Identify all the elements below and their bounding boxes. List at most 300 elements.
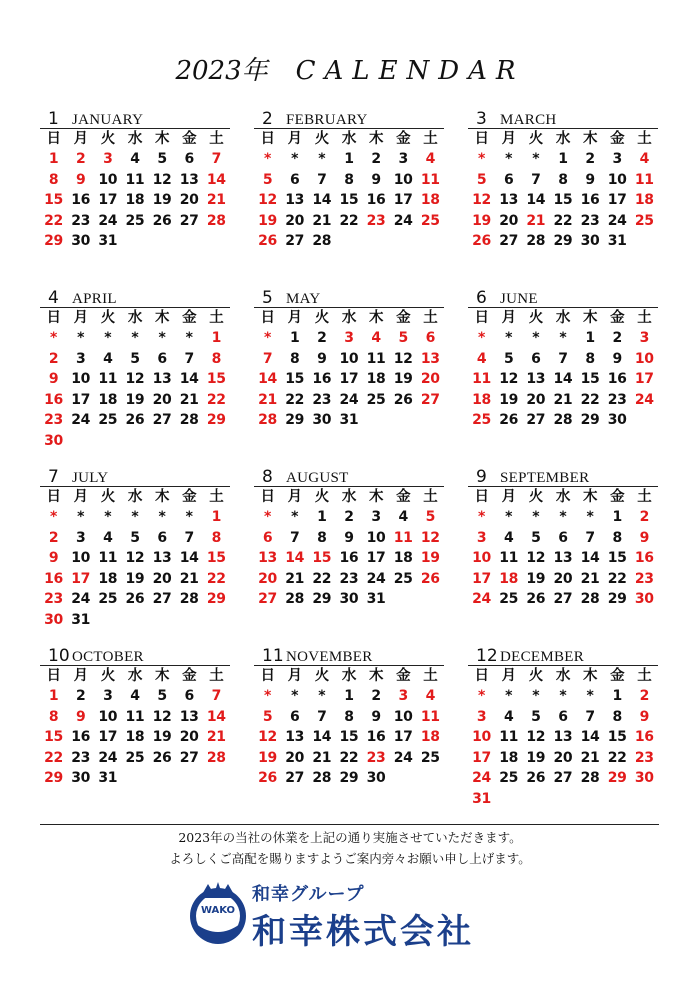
day-cell: 28	[526, 233, 546, 249]
month-number: 2	[262, 109, 273, 129]
day-cell: 7	[558, 350, 568, 367]
day-cell: 16	[312, 371, 332, 387]
day-cell: 21	[206, 729, 226, 745]
day-cell: 19	[499, 391, 519, 408]
day-cell: 21	[580, 749, 600, 766]
day-cell: 23	[634, 570, 654, 587]
day-cell: 21	[206, 192, 226, 208]
day-cell: 10	[98, 171, 118, 188]
month-name: MAY	[286, 291, 321, 307]
day-cell: 13	[152, 550, 172, 566]
day-cell: 11	[472, 371, 491, 387]
day-cell: 5	[503, 350, 514, 367]
day-cell: 27	[258, 591, 277, 607]
day-cell: 2	[371, 688, 381, 704]
day-grid	[468, 308, 658, 431]
day-cell: 18	[125, 192, 145, 208]
weekday-header: 木	[582, 668, 598, 684]
day-cell: 1	[344, 688, 354, 704]
day-cell: 24	[634, 391, 654, 408]
holiday-marker: *	[505, 330, 513, 346]
footer-line-2: よろしくご高配を賜りますようご案内旁々お願い申し上げます。	[169, 851, 531, 866]
day-cell: 9	[371, 171, 381, 188]
day-cell: 3	[398, 151, 408, 167]
day-grid	[40, 308, 230, 451]
month-name: JANUARY	[72, 112, 144, 128]
holiday-marker: *	[50, 330, 58, 346]
day-grid	[254, 129, 444, 252]
day-cell: 9	[48, 371, 59, 387]
day-cell: 8	[211, 350, 222, 367]
day-cell: 26	[393, 391, 413, 408]
day-cell: 17	[634, 371, 654, 387]
month-number: 11	[262, 646, 284, 666]
day-cell: 12	[125, 371, 145, 387]
day-cell: 23	[366, 212, 386, 229]
day-cell: 19	[258, 749, 277, 766]
weekday-header: 日	[46, 489, 61, 505]
day-cell: 3	[75, 529, 86, 546]
holiday-marker: *	[478, 509, 486, 525]
month-number: 7	[48, 467, 59, 487]
weekday-header: 木	[368, 489, 384, 505]
weekday-header: 日	[474, 310, 489, 326]
day-cell: 15	[553, 192, 573, 208]
day-cell: 27	[152, 591, 172, 607]
month-header	[40, 467, 230, 487]
weekday-header: 日	[46, 310, 61, 326]
weekday-header: 月	[73, 310, 88, 326]
day-cell: 14	[312, 192, 332, 208]
month-header	[40, 288, 230, 308]
day-cell: 8	[612, 708, 622, 725]
weekday-header: 金	[610, 131, 625, 147]
day-cell: 25	[366, 391, 386, 408]
month-number: 12	[476, 646, 498, 666]
day-cell: 15	[44, 192, 63, 208]
weekday-header: 木	[154, 668, 170, 684]
weekday-header: 木	[154, 310, 170, 326]
day-cell: 25	[393, 570, 413, 587]
day-cell: 21	[179, 570, 199, 587]
day-cell: 29	[607, 770, 627, 786]
day-cell: 26	[472, 233, 491, 249]
company-logo	[188, 880, 508, 952]
weekday-header: 木	[368, 668, 384, 684]
day-cell: 23	[339, 570, 359, 587]
weekday-header: 金	[182, 489, 197, 505]
day-cell: 2	[639, 509, 650, 525]
day-cell: 4	[503, 529, 514, 546]
day-cell: 12	[393, 350, 413, 367]
day-cell: 10	[607, 171, 627, 188]
month-name: SEPTEMBER	[500, 470, 590, 486]
day-cell: 2	[75, 688, 86, 704]
weekday-header: 金	[610, 668, 625, 684]
day-cell: 22	[206, 570, 226, 587]
day-cell: 18	[366, 371, 386, 387]
day-cell: 20	[152, 570, 172, 587]
day-cell: 26	[526, 591, 546, 607]
day-cell: 10	[472, 550, 491, 566]
weekday-header: 月	[73, 131, 88, 147]
weekday-header: 水	[127, 668, 143, 684]
day-cell: 9	[75, 171, 86, 188]
weekday-header: 木	[582, 131, 598, 147]
day-cell: 20	[420, 371, 440, 387]
holiday-marker: *	[158, 509, 166, 525]
day-cell: 14	[526, 192, 546, 208]
day-cell: 4	[103, 350, 113, 367]
weekday-header: 土	[423, 668, 438, 684]
weekday-header: 日	[46, 131, 61, 147]
day-cell: 8	[317, 529, 327, 546]
holiday-marker: *	[505, 688, 513, 704]
day-cell: 5	[157, 151, 167, 167]
day-cell: 18	[420, 192, 440, 208]
day-cell: 22	[44, 749, 63, 766]
weekday-header: 火	[314, 489, 329, 505]
day-grid	[40, 487, 230, 630]
day-cell: 4	[476, 350, 487, 367]
day-cell: 12	[499, 371, 519, 387]
day-cell: 26	[152, 212, 172, 229]
calendar-word: CALENDAR	[295, 56, 525, 86]
weekday-header: 火	[100, 489, 115, 505]
day-cell: 12	[526, 729, 546, 745]
day-cell: 7	[289, 529, 300, 546]
day-cell: 20	[258, 570, 277, 587]
day-cell: 6	[558, 529, 568, 546]
month-header	[254, 467, 444, 487]
day-cell: 29	[339, 770, 359, 786]
day-cell: 5	[398, 330, 408, 346]
day-cell: 23	[44, 412, 63, 428]
day-cell: 11	[634, 171, 654, 188]
day-cell: 30	[44, 611, 63, 628]
month-block	[254, 467, 444, 610]
weekday-header: 日	[260, 489, 275, 505]
day-cell: 24	[339, 391, 359, 408]
day-cell: 30	[634, 770, 654, 786]
day-cell: 29	[580, 412, 600, 428]
day-cell: 8	[48, 171, 59, 188]
weekday-header: 水	[555, 668, 571, 684]
weekday-header: 水	[555, 310, 571, 326]
holiday-marker: *	[478, 330, 486, 346]
day-cell: 17	[472, 749, 491, 766]
day-cell: 7	[262, 350, 273, 367]
weekday-header: 土	[637, 131, 652, 147]
day-cell: 14	[258, 371, 277, 387]
month-number: 9	[476, 467, 487, 487]
holiday-marker: *	[559, 688, 567, 704]
day-cell: 4	[398, 509, 408, 525]
day-cell: 21	[312, 212, 332, 229]
day-cell: 14	[179, 550, 199, 566]
day-cell: 11	[366, 350, 386, 367]
day-cell: 4	[103, 529, 113, 546]
day-cell: 11	[98, 550, 118, 566]
day-cell: 21	[526, 212, 546, 229]
weekday-header: 水	[341, 668, 357, 684]
day-cell: 16	[339, 550, 359, 566]
day-cell: 29	[607, 591, 627, 607]
day-cell: 4	[425, 151, 436, 167]
day-cell: 14	[312, 729, 332, 745]
holiday-marker: *	[532, 151, 540, 167]
weekday-header: 水	[127, 310, 143, 326]
day-cell: 18	[98, 391, 118, 408]
holiday-marker: *	[586, 688, 594, 704]
holiday-marker: *	[505, 509, 513, 525]
day-cell: 27	[420, 391, 440, 408]
weekday-header: 水	[341, 489, 357, 505]
day-cell: 17	[98, 729, 118, 745]
day-cell: 28	[285, 591, 305, 607]
day-cell: 28	[312, 770, 332, 786]
day-cell: 12	[258, 192, 277, 208]
weekday-header: 火	[314, 310, 329, 326]
day-cell: 11	[98, 371, 118, 387]
day-cell: 2	[344, 509, 354, 525]
day-cell: 17	[393, 192, 413, 208]
day-grid	[40, 129, 230, 252]
day-cell: 23	[71, 212, 91, 229]
weekday-header: 土	[209, 131, 224, 147]
day-cell: 10	[71, 371, 91, 387]
holiday-marker: *	[586, 509, 594, 525]
day-cell: 2	[639, 688, 650, 704]
day-cell: 1	[317, 509, 327, 525]
day-cell: 15	[339, 192, 359, 208]
weekday-header: 金	[610, 310, 625, 326]
month-block	[40, 646, 230, 789]
day-cell: 26	[526, 770, 546, 786]
day-cell: 17	[71, 391, 91, 408]
month-block	[40, 288, 230, 451]
day-cell: 21	[179, 391, 199, 408]
day-cell: 11	[125, 708, 145, 725]
weekday-header: 金	[182, 131, 197, 147]
day-cell: 13	[553, 550, 573, 566]
day-cell: 11	[499, 729, 519, 745]
month-name: APRIL	[72, 291, 117, 307]
weekday-header: 木	[154, 489, 170, 505]
month-name: FEBRUARY	[286, 112, 368, 128]
day-cell: 12	[526, 550, 546, 566]
day-cell: 28	[580, 591, 600, 607]
day-cell: 6	[425, 330, 436, 346]
day-cell: 17	[472, 570, 491, 587]
day-cell: 25	[98, 412, 118, 428]
day-cell: 1	[558, 151, 568, 167]
holiday-marker: *	[478, 151, 486, 167]
month-header	[468, 109, 658, 129]
day-cell: 19	[393, 371, 413, 387]
day-cell: 26	[258, 770, 277, 786]
month-name: JUNE	[500, 291, 538, 307]
month-block	[468, 109, 658, 252]
day-cell: 13	[179, 708, 199, 725]
day-cell: 18	[634, 192, 654, 208]
month-header	[468, 646, 658, 666]
month-block	[468, 288, 658, 431]
day-cell: 21	[580, 570, 600, 587]
day-cell: 23	[607, 391, 627, 408]
day-cell: 7	[317, 171, 327, 188]
day-cell: 31	[607, 233, 627, 249]
calendar-title	[0, 50, 700, 87]
weekday-header: 日	[474, 668, 489, 684]
day-cell: 2	[317, 330, 327, 346]
day-cell: 6	[262, 529, 273, 546]
day-cell: 22	[607, 570, 627, 587]
month-header	[254, 646, 444, 666]
day-cell: 23	[634, 749, 654, 766]
day-cell: 5	[531, 529, 541, 546]
holiday-marker: *	[291, 509, 299, 525]
day-cell: 13	[152, 371, 172, 387]
day-cell: 15	[339, 729, 359, 745]
day-cell: 19	[258, 212, 277, 229]
weekday-header: 土	[423, 489, 438, 505]
day-cell: 27	[152, 412, 172, 428]
day-cell: 10	[71, 550, 91, 566]
day-cell: 18	[125, 729, 145, 745]
weekday-header: 日	[474, 131, 489, 147]
day-grid	[40, 666, 230, 789]
day-cell: 20	[152, 391, 172, 408]
day-cell: 1	[585, 330, 595, 346]
day-cell: 9	[639, 529, 650, 546]
day-grid	[468, 487, 658, 610]
day-cell: 30	[580, 233, 600, 249]
holiday-marker: *	[185, 330, 193, 346]
day-cell: 24	[472, 591, 491, 607]
day-cell: 7	[211, 151, 222, 167]
day-cell: 25	[420, 212, 440, 229]
day-cell: 1	[211, 509, 222, 525]
holiday-marker: *	[185, 509, 193, 525]
day-cell: 29	[44, 233, 63, 249]
day-cell: 5	[531, 708, 541, 725]
day-cell: 15	[607, 550, 627, 566]
day-cell: 20	[553, 570, 573, 587]
weekday-header: 日	[260, 668, 275, 684]
day-cell: 25	[499, 591, 519, 607]
day-cell: 28	[258, 412, 277, 428]
day-cell: 30	[312, 412, 332, 428]
day-cell: 3	[103, 151, 113, 167]
day-cell: 1	[48, 151, 59, 167]
day-cell: 28	[206, 749, 226, 766]
month-block	[254, 646, 444, 789]
day-cell: 22	[312, 570, 332, 587]
weekday-header: 土	[423, 131, 438, 147]
day-cell: 17	[339, 371, 359, 387]
month-block	[40, 109, 230, 252]
day-cell: 3	[476, 529, 487, 546]
day-cell: 6	[184, 151, 194, 167]
day-cell: 19	[420, 550, 440, 566]
weekday-header: 金	[182, 310, 197, 326]
day-cell: 22	[44, 212, 63, 229]
day-cell: 27	[526, 412, 546, 428]
day-cell: 6	[157, 350, 167, 367]
holiday-marker: *	[505, 151, 513, 167]
day-cell: 7	[585, 708, 595, 725]
weekday-header: 土	[209, 489, 224, 505]
weekday-header: 土	[209, 668, 224, 684]
day-cell: 19	[152, 192, 172, 208]
weekday-header: 土	[637, 489, 652, 505]
day-cell: 21	[312, 749, 332, 766]
weekday-header: 水	[341, 131, 357, 147]
day-cell: 29	[312, 591, 332, 607]
day-cell: 4	[130, 151, 140, 167]
day-cell: 27	[285, 233, 305, 249]
day-cell: 30	[607, 412, 627, 428]
day-cell: 20	[285, 749, 305, 766]
weekday-header: 火	[314, 668, 329, 684]
weekday-header: 月	[287, 489, 302, 505]
day-grid	[254, 487, 444, 610]
holiday-marker: *	[131, 509, 139, 525]
day-cell: 13	[258, 550, 277, 566]
day-cell: 11	[499, 550, 519, 566]
day-cell: 8	[344, 171, 354, 188]
day-cell: 12	[125, 550, 145, 566]
holiday-marker: *	[264, 688, 272, 704]
day-cell: 4	[371, 330, 381, 346]
day-cell: 20	[179, 729, 199, 745]
day-cell: 7	[211, 688, 222, 704]
day-cell: 5	[262, 708, 273, 725]
day-cell: 18	[499, 749, 519, 766]
day-cell: 19	[526, 749, 546, 766]
month-name: NOVEMBER	[286, 649, 373, 665]
day-cell: 28	[312, 233, 332, 249]
holiday-marker: *	[104, 509, 112, 525]
day-cell: 8	[289, 350, 300, 367]
day-cell: 22	[339, 212, 359, 229]
month-name: MARCH	[500, 112, 557, 128]
day-cell: 18	[499, 570, 519, 587]
day-cell: 14	[285, 550, 305, 566]
day-cell: 6	[531, 350, 541, 367]
day-cell: 29	[285, 412, 305, 428]
weekday-header: 火	[100, 668, 115, 684]
day-cell: 14	[553, 371, 573, 387]
day-cell: 4	[425, 688, 436, 704]
day-cell: 31	[98, 770, 118, 786]
weekday-header: 火	[528, 668, 543, 684]
day-cell: 9	[639, 708, 650, 725]
day-cell: 7	[184, 350, 194, 367]
month-number: 5	[262, 288, 273, 308]
day-cell: 18	[472, 391, 491, 408]
weekday-header: 月	[73, 668, 88, 684]
weekday-header: 日	[474, 489, 489, 505]
day-cell: 27	[553, 770, 573, 786]
weekday-header: 木	[368, 131, 384, 147]
weekday-header: 木	[582, 489, 598, 505]
day-cell: 24	[472, 770, 491, 786]
day-cell: 26	[125, 591, 145, 607]
weekday-header: 水	[127, 131, 143, 147]
day-cell: 5	[425, 509, 436, 525]
